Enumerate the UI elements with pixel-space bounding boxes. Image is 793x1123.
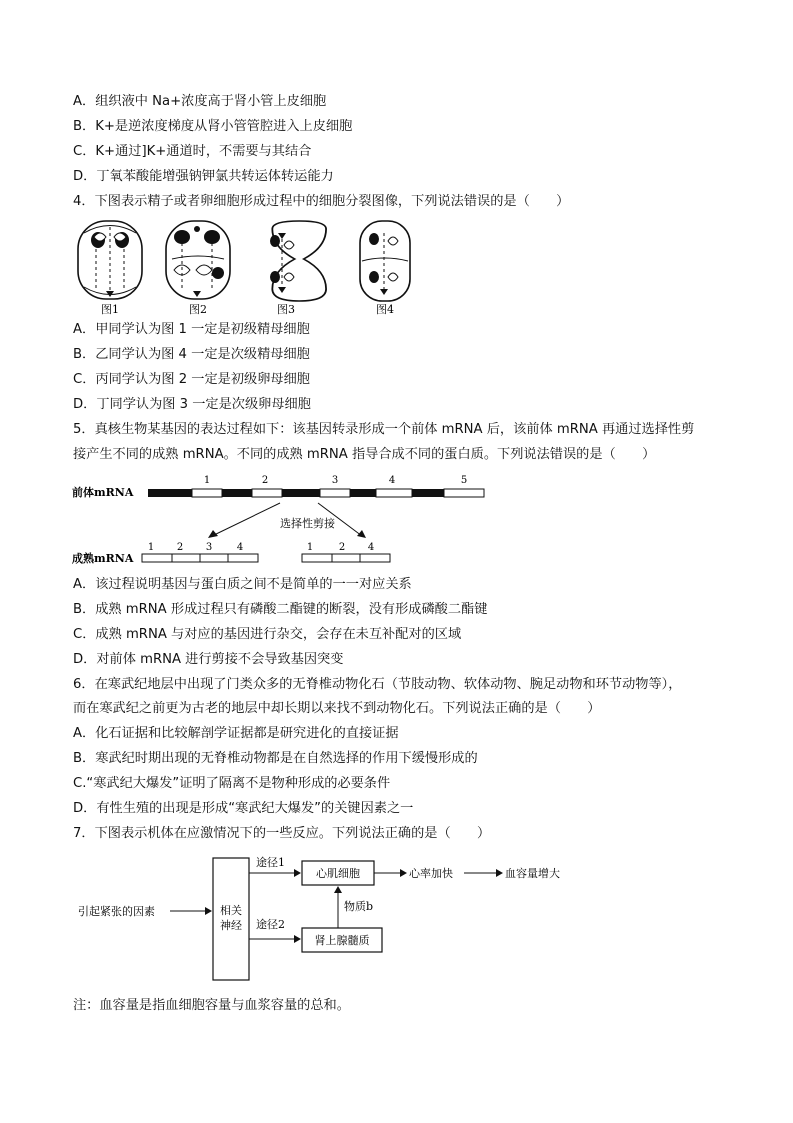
q4-stem: 4．下图表示精子或者卵细胞形成过程中的细胞分裂图像，下列说法错误的是（ ） [73, 194, 570, 209]
exon-number: 5 [460, 475, 468, 486]
intron-segment [282, 489, 320, 497]
intron-segment [148, 489, 192, 497]
exon-number: 4 [388, 475, 396, 486]
cell-division-figure [70, 215, 420, 319]
exon-number: 1 [147, 542, 155, 553]
splice-label: 选择性剪接 [280, 517, 335, 530]
cell-figure-2 [166, 221, 230, 299]
q5-option-b: B．成熟 mRNA 形成过程只有磷酸二酯键的断裂，没有形成磷酸二酯键 [73, 602, 488, 617]
figure-label-1: 图1 [101, 303, 119, 316]
q6-option-c: C.“寒武纪大爆发”证明了隔离不是物种形成的必要条件 [73, 776, 391, 791]
splicing-figure [72, 470, 502, 570]
q5-option-d: D．对前体 mRNA 进行剪接不会导致基因突变 [73, 652, 344, 667]
q5-option-a: A．该过程说明基因与蛋白质之间不是简单的一一对应关系 [73, 577, 412, 592]
exon-number: 4 [236, 542, 244, 553]
blood-volume-label: 血容量增大 [505, 867, 560, 880]
q5-stem-line2: 接产生不同的成熟 mRNA。不同的成熟 mRNA 指导合成不同的蛋白质。下列说法错误的是（ ） [73, 447, 656, 462]
mature-mrna-label: 成熟mRNA [72, 552, 134, 565]
path1-label: 途径1 [256, 856, 285, 869]
q3-option-c: C．K+通过]K+通道时，不需要与其结合 [73, 144, 312, 159]
intron-segment [222, 489, 252, 497]
path2-label: 途径2 [256, 918, 285, 931]
intron-segment [412, 489, 444, 497]
heart-rate-label: 心率加快 [409, 867, 453, 880]
q3-option-a: A．组织液中 Na+浓度高于肾小管上皮细胞 [73, 94, 327, 109]
nerve-label-1: 相关 [220, 904, 242, 917]
q3-option-b: B．K+是逆浓度梯度从肾小管管腔进入上皮细胞 [73, 119, 353, 134]
exon-number: 4 [367, 542, 375, 553]
cell-figure-4 [360, 221, 410, 301]
exon-4 [376, 489, 412, 497]
cause-label: 引起紧张的因素 [78, 905, 155, 918]
adrenal-medulla-label: 肾上腺髓质 [314, 934, 370, 947]
q6-stem-line2: 而在寒武纪之前更为古老的地层中却长期以来找不到动物化石。下列说法正确的是（ ） [73, 701, 601, 716]
exon-2 [252, 489, 282, 497]
substance-b-label: 物质b [344, 900, 374, 913]
q7-stem: 7．下图表示机体在应激情况下的一些反应。下列说法正确的是（ ） [73, 826, 491, 841]
q4-option-a: A．甲同学认为图 1 一定是初级精母细胞 [73, 322, 310, 337]
exon-number: 2 [338, 542, 346, 553]
q3-option-d: D．丁氧苯酸能增强钠钾氯共转运体转运能力 [73, 169, 334, 184]
exon-number: 3 [205, 542, 213, 553]
q5-stem-line1: 5．真核生物某基因的表达过程如下：该基因转录形成一个前体 mRNA 后，该前体 mRNA 再通过选择性剪 [73, 422, 695, 437]
exon-number: 2 [261, 475, 269, 486]
q4-option-b: B．乙同学认为图 4 一定是次级精母细胞 [73, 347, 310, 362]
q7-note: 注：血容量是指血细胞容量与血浆容量的总和。 [73, 998, 350, 1013]
intron-segment [350, 489, 376, 497]
q4-option-d: D．丁同学认为图 3 一定是次级卵母细胞 [73, 397, 311, 412]
exon-number: 1 [306, 542, 314, 553]
q6-option-a: A．化石证据和比较解剖学证据都是研究进化的直接证据 [73, 726, 399, 741]
exon-1 [192, 489, 222, 497]
q6-option-b: B．寒武纪时期出现的无脊椎动物都是在自然选择的作用下缓慢形成的 [73, 751, 478, 766]
figure-label-2: 图2 [189, 303, 207, 316]
stress-response-diagram [72, 852, 592, 984]
pre-mrna-label: 前体mRNA [72, 486, 134, 499]
q6-option-d: D．有性生殖的出现是形成“寒武纪大爆发”的关键因素之一 [73, 801, 414, 816]
cell-figure-1 [78, 221, 142, 299]
exon-3 [320, 489, 350, 497]
q5-option-c: C．成熟 mRNA 与对应的基因进行杂交，会存在未互补配对的区域 [73, 627, 462, 642]
exon-5 [444, 489, 484, 497]
cardiomyocyte-label: 心肌细胞 [316, 867, 360, 880]
figure-label-3: 图3 [277, 303, 295, 316]
figure-label-4: 图4 [376, 303, 394, 316]
q4-option-c: C．丙同学认为图 2 一定是初级卵母细胞 [73, 372, 310, 387]
cell-figure-3 [270, 221, 326, 301]
exon-number: 3 [331, 475, 339, 486]
exon-number: 2 [176, 542, 184, 553]
q6-stem-line1: 6．在寒武纪地层中出现了门类众多的无脊椎动物化石（节肢动物、软体动物、腕足动物和环节动物等）， [73, 677, 682, 692]
nerve-label-2: 神经 [220, 919, 242, 932]
exon-number: 1 [203, 475, 211, 486]
